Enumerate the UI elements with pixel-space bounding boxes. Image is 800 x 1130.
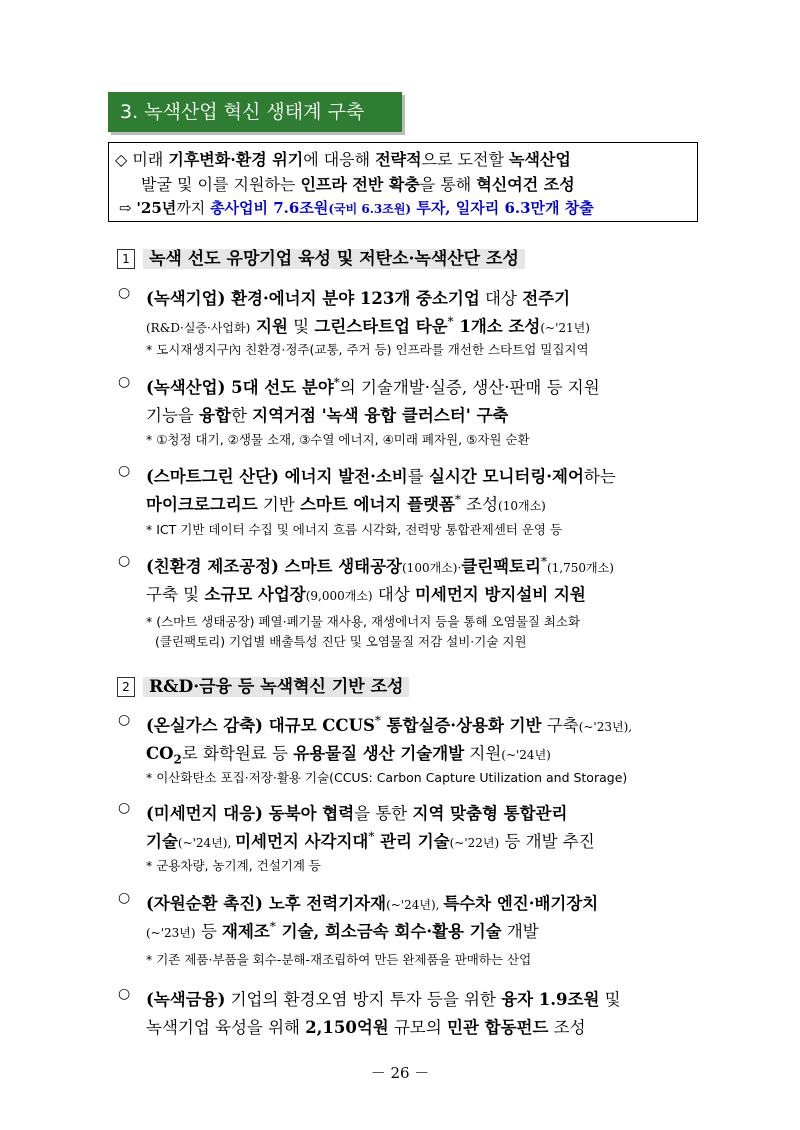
- subsection-1-heading: 1 녹색 선도 유망기업 육성 및 저탄소·녹색산단 조성: [117, 244, 525, 269]
- note: * 기존 제품·부품을 회수-분해-재조립하여 만든 완제품을 판매하는 산업: [146, 952, 532, 967]
- section-title: 3. 녹색산업 혁신 생태계 구축: [108, 92, 402, 132]
- note: * ①청정 대기, ②생물 소재, ③수열 에너지, ④미래 폐자원, ⑤자원 순환: [146, 432, 530, 447]
- summary-line-2: 발굴 및 이를 지원하는 인프라 전반 확충을 통해 혁신여건 조성: [141, 175, 575, 194]
- note: * 도시재생지구內 친환경·정주(교통, 주거 등) 인프라를 개선한 스타트업 밀집지역: [146, 342, 589, 357]
- note: (클린팩토리) 기업별 배출특성 진단 및 오염물질 저감 설비·기술 지원: [155, 634, 527, 649]
- note: * (스마트 생태공장) 폐열·폐기물 재사용, 재생에너지 등을 통해 오염물질 최소화: [146, 614, 581, 629]
- summary-box: [108, 142, 698, 222]
- summary-line-3: ⇨ '25년까지 총사업비 7.6조원(국비 6.3조원) 투자, 일자리 6.3만개 창출: [119, 199, 594, 217]
- summary-line-1: ◇ 미래 기후변화·환경 위기에 대응해 전략적으로 도전할 녹색산업: [115, 150, 571, 169]
- page-number: － 26 －: [370, 1064, 430, 1082]
- note: * ICT 기반 데이터 수집 및 에너지 흐름 시각화, 전력망 통합관제센터 운영 등: [146, 522, 563, 537]
- note: * 군용차량, 농기계, 건설기계 등: [146, 858, 321, 873]
- subsection-2-heading: 2 R&D·금융 등 녹색혁신 기반 조성: [117, 672, 409, 697]
- note: * 이산화탄소 포집·저장·활용 기술(CCUS: Carbon Capture Utilization and Storage): [146, 770, 628, 785]
